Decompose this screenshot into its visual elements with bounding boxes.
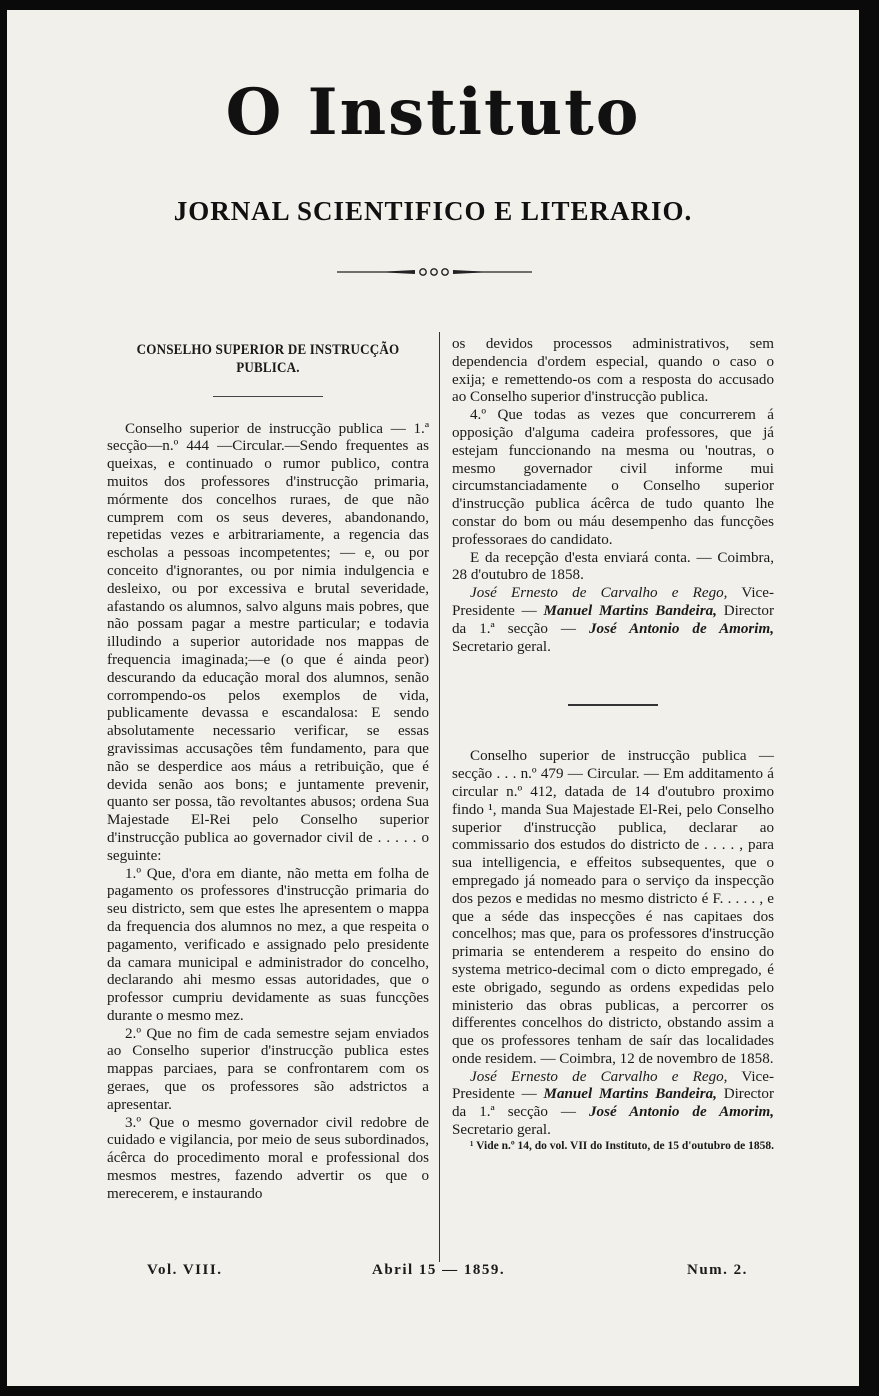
- section-title: CONSELHO SUPERIOR DE INSTRUCÇÃO PUBLICA.: [136, 342, 400, 376]
- article-4: 4.º Que todas as vezes que concurrerem á opposição d'alguma cadeira professores, que já estejam funccionando na mesma ou 'noutras, o mesmo governador civil informe mui circumstanciadamente o Conselho superior d'instrucção publica ácêrca de tudo quanto lhe constar do bom ou máu desempenho das funcções professoraes do candidato.: [452, 407, 774, 548]
- article-3: 3.º Que o mesmo governador civil redobre de cuidado e vigilancia, por meio de seus subordinados, ácêrca do procedimento moral e professional dos mesmos mestres, fazendo advertir os que o merecerem, e instaurando: [107, 1114, 429, 1202]
- closing-dateline: E da recepção d'esta enviará conta. — Coimbra, 28 d'outubro de 1858.: [452, 549, 774, 584]
- signatures-1: José Ernesto de Carvalho e Rego, Vice-Presidente — Manuel Martins Bandeira, Director da 1.ª secção — José Antonio de Amorim, Secretario geral.: [452, 585, 774, 655]
- section-rule: [213, 396, 323, 397]
- article-3-continued: os devidos processos administrativos, sem dependencia d'ordem especial, quando o caso o exija; e remettendo-os com a resposta do accusado ao Conselho superior d'instrucção publica.: [452, 336, 774, 406]
- left-column: [107, 336, 429, 1204]
- journal-subtitle: JORNAL SCIENTIFICO E LITERARIO.: [173, 196, 693, 226]
- footnote: ¹ Vide n.º 14, do vol. VII do Instituto, de 15 d'outubro de 1858.: [470, 1139, 774, 1152]
- issue-date: Abril 15 — 1859.: [372, 1262, 506, 1278]
- article-2: 2.º Que no fim de cada semestre sejam enviados ao Conselho superior d'instrucção publica estes mappas parciaes, para se confrontarem com os geraes, que os professores são adstrictos a apresentar.: [107, 1025, 429, 1113]
- journal-title: O Instituto: [225, 75, 641, 150]
- article-1: 1.º Que, d'ora em diante, não metta em folha de pagamento os professores d'instrucção primaria do seu districto, sem que estes lhe apresentem o mappa da frequencia dos alumnos no mez, a que respeita o pagamento, verificado e assignado pelo presidente da camara municipal e administrador do concelho, declarando ahi mesmo essas autoridades, que o professor cumpriu devidamente as suas funcções durante o mesmo mez.: [107, 865, 429, 1024]
- article-separator: [568, 704, 658, 706]
- circular-444-intro: Conselho superior de instrucção publica — 1.ª secção—n.º 444 —Circular.—Sendo frequentes as queixas, e continuado o rumor publico, contra muitos dos professores d'instrucção primaria, mórmente dos concelhos ruraes, de que não cumprem com os seus deveres, abandonando, repetidas vezes e arbitrariamente, a regencia das escholas a pessoas incompetentes; — e, ou por conceito d'ignorantes, ou por nimia indulgencia e desleixo, ou por excessiva e brutal severidade, afastando os alumnos, salvo alguns mais pobres, que não possam pagar a mestre particular; e todavia illudindo a superior autoridade nos mappas de frequencia imaginada;—e (o que é ainda peor) descurando da educação moral dos alumnos, senão corrompendo-os pelos exemplos de vida, publicamente devassa e escandalosa: E sendo absolutamente necessario verificar, se essas gravissimas accusações têm fundamento, para que não se desperdice aos máus a retribuição, que é devida senão aos bons; e juntamente prevenir, quanto ser possa, tão revoltantes abusos; ordena Sua Majestade El-Rei pelo Conselho superior d'instrucção publica ao governador civil de . . . . . o seguinte:: [107, 420, 429, 864]
- ornament-divider: [337, 266, 532, 278]
- right-column: [452, 336, 774, 1153]
- circular-479: Conselho superior de instrucção publica — secção . . . n.º 479 — Circular. — Em additamento á circular n.º 412, datada de 14 d'outubro proximo findo ¹, manda Sua Majestade El-Rei, pelo Conselho superior d'instrucção publica, declarar ao commissario dos estudos do districto de . . . . , para sua intelligencia, e effeitos subsequentes, que o empregado já nomeado para o serviço da inspecção dos pezos e medidas no mesmo districto é F. . . . . , e que a séde das inspecções é nas capitaes dos concelhos; mas que, para os professores d'instrucção primaria se entenderem a respeito do ensino do systema metrico-decimal com o dicto empregado, é este obrigado, segundo as ordens expedidas pelo ministerio das obras publicas, a percorrer os differentes concelhos do districto, obstando assim a que os professores tenham de saír das localidades onde residem. — Coimbra, 12 de novembro de 1858.: [452, 748, 774, 1067]
- issue-number: Num. 2.: [687, 1262, 748, 1278]
- journal-page: [7, 10, 859, 1386]
- column-divider: [439, 332, 440, 1262]
- signatures-2: José Ernesto de Carvalho e Rego, Vice-Presidente — Manuel Martins Bandeira, Director da 1.ª secção — José Antonio de Amorim, Secretario geral.: [452, 1068, 774, 1139]
- volume-label: Vol. VIII.: [147, 1262, 223, 1278]
